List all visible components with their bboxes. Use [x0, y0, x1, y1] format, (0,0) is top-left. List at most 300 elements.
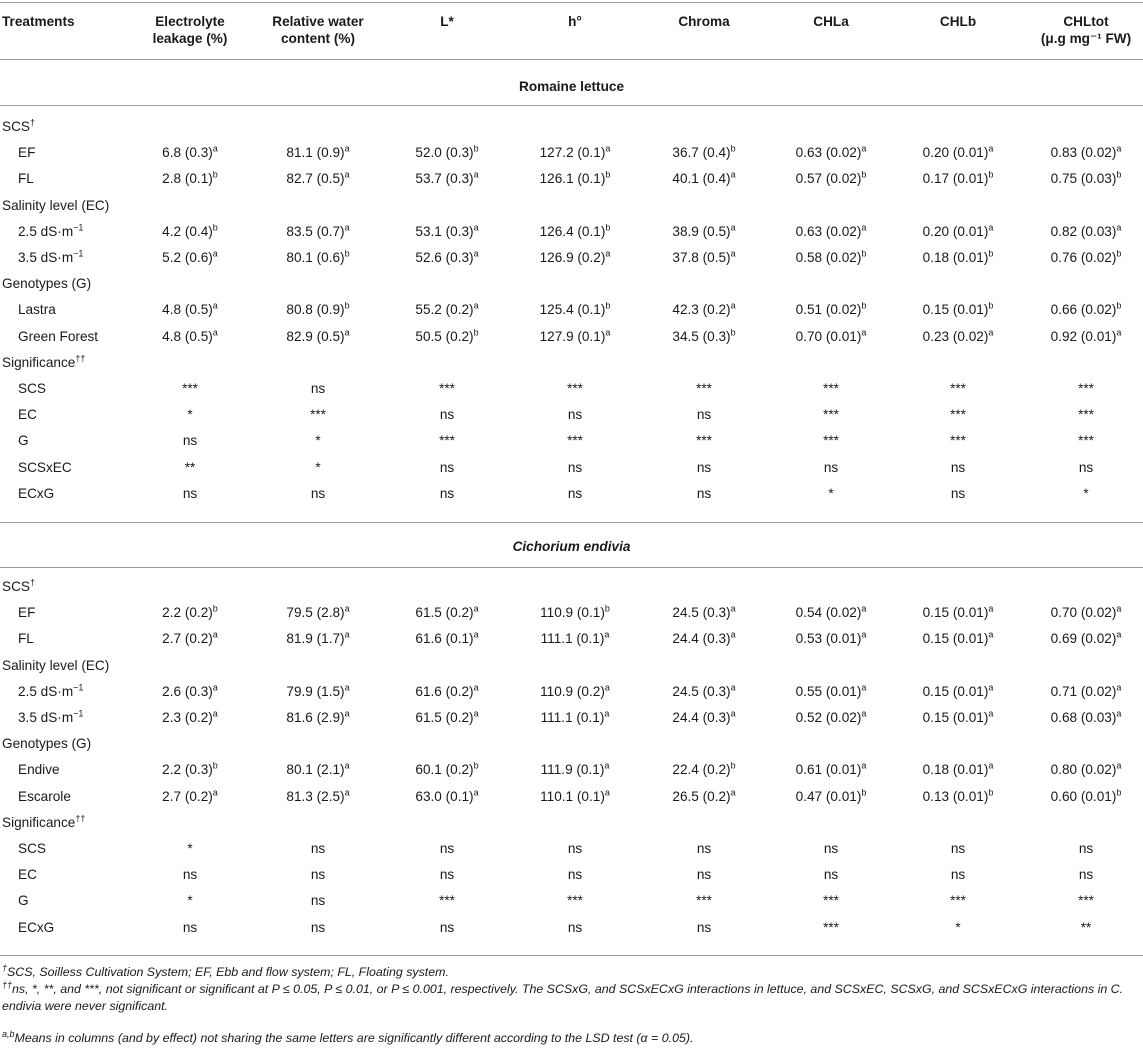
- table-cell: [766, 604, 896, 621]
- significance-letter: a: [730, 300, 736, 311]
- significance-letter: a: [988, 222, 994, 233]
- table-cell: [1021, 866, 1143, 883]
- superscript: †: [29, 577, 35, 588]
- significance-letter: a: [212, 787, 218, 798]
- group-label: Significance††: [2, 353, 86, 370]
- cell-value: ***: [439, 381, 455, 396]
- table-cell: [639, 919, 769, 936]
- superscript: −1: [73, 222, 84, 233]
- table-cell: [893, 223, 1023, 240]
- row-label: 2.5 $dS\cdot m^{-1}$: [18, 222, 84, 239]
- table-cell: [253, 709, 383, 726]
- cell-value: 126.4 (0.1): [539, 224, 606, 239]
- cell-value: ***: [567, 433, 583, 448]
- significance-letter: b: [861, 787, 867, 798]
- cell-value: ***: [182, 381, 198, 396]
- cell-value: ns: [182, 486, 198, 501]
- cell-value: 0.15 (0.01): [922, 710, 989, 725]
- table-cell: [382, 249, 512, 266]
- significance-letter: a: [473, 300, 479, 311]
- significance-letter: a: [344, 603, 350, 614]
- table-cell: [253, 892, 383, 909]
- cell-value: 111.1 (0.1): [540, 631, 605, 646]
- column-header-line: (μ.g mg⁻¹ FW): [1040, 31, 1132, 46]
- cell-value: ns: [182, 433, 198, 448]
- table-cell: [1021, 761, 1143, 778]
- significance-letter: a: [861, 760, 867, 771]
- cell-value: 127.9 (0.1): [539, 329, 606, 344]
- table-cell: [510, 892, 640, 909]
- cell-value: ns: [310, 841, 326, 856]
- cell-value: 110.9 (0.2): [540, 684, 605, 699]
- cell-value: ***: [823, 893, 839, 908]
- cell-value: 55.2 (0.2): [415, 302, 474, 317]
- table-cell: [382, 840, 512, 857]
- table-cell: [639, 892, 769, 909]
- table-cell: [382, 919, 512, 936]
- table-cell: [253, 919, 383, 936]
- cell-value: 0.23 (0.02): [922, 329, 989, 344]
- row-label: ECxG: [18, 920, 55, 935]
- significance-letter: a: [344, 787, 350, 798]
- table-cell: [766, 249, 896, 266]
- cell-value: 53.1 (0.3): [415, 224, 474, 239]
- table-cell: [125, 892, 255, 909]
- significance-letter: a: [344, 143, 350, 154]
- cell-value: ***: [823, 920, 839, 935]
- table-cell: [125, 406, 255, 423]
- cell-value: ns: [439, 920, 455, 935]
- cell-value: 24.5 (0.3): [672, 605, 731, 620]
- table-cell: [125, 788, 255, 805]
- column-header-line: h°: [568, 14, 582, 29]
- cell-value: 26.5 (0.2): [672, 789, 731, 804]
- table-cell: [1021, 919, 1143, 936]
- table-cell: [510, 249, 640, 266]
- cell-value: ns: [567, 920, 583, 935]
- table-cell: [253, 301, 383, 318]
- table-cell: [1021, 892, 1143, 909]
- cell-value: 42.3 (0.2): [672, 302, 731, 317]
- cell-value: ***: [696, 433, 712, 448]
- table-cell: [382, 683, 512, 700]
- column-header-line: leakage (%): [152, 31, 228, 46]
- table-cell: [253, 683, 383, 700]
- cell-value: ns: [696, 460, 712, 475]
- cell-value: 0.60 (0.01): [1050, 789, 1117, 804]
- footnote-text: Means in columns (and by effect) not sharing the same letters are significantly different according to the LSD test (α = 0.05).: [14, 1031, 694, 1045]
- cell-value: 110.9 (0.1): [540, 605, 605, 620]
- row-label: EC: [18, 407, 37, 422]
- cell-value: ***: [950, 893, 966, 908]
- cell-value: *: [187, 407, 193, 422]
- table-cell: [639, 604, 769, 621]
- table-cell: [766, 170, 896, 187]
- table-cell: [125, 380, 255, 397]
- cell-value: ***: [950, 381, 966, 396]
- table-cell: [382, 328, 512, 345]
- cell-value: ns: [182, 920, 198, 935]
- cell-value: 79.5 (2.8): [286, 605, 345, 620]
- table-cell: [125, 432, 255, 449]
- significance-letter: a: [861, 682, 867, 693]
- table-cell: [766, 866, 896, 883]
- section-title: Cichorium endivia: [512, 539, 631, 554]
- column-header-line: Electrolyte: [155, 14, 225, 29]
- column-header: [382, 13, 512, 30]
- column-header: [893, 13, 1023, 30]
- table-cell: [1021, 144, 1143, 161]
- significance-letter: b: [861, 248, 867, 259]
- table-cell: [382, 144, 512, 161]
- cell-value: 0.52 (0.02): [795, 710, 862, 725]
- cell-value: 110.1 (0.1): [540, 789, 605, 804]
- cell-value: 79.9 (1.5): [286, 684, 345, 699]
- table-cell: [639, 223, 769, 240]
- cell-value: ns: [696, 920, 712, 935]
- cell-value: 0.15 (0.01): [922, 302, 989, 317]
- cell-value: 0.68 (0.03): [1050, 710, 1117, 725]
- group-label: Significance††: [2, 813, 86, 830]
- table-cell: [639, 170, 769, 187]
- cell-value: ns: [567, 460, 583, 475]
- column-header: [639, 13, 769, 30]
- table-cell: [639, 459, 769, 476]
- table-cell: [893, 459, 1023, 476]
- table-cell: [766, 761, 896, 778]
- cell-value: 52.6 (0.3): [415, 250, 474, 265]
- significance-letter: b: [861, 169, 867, 180]
- section-title: Romaine lettuce: [519, 79, 624, 94]
- significance-letter: b: [212, 603, 218, 614]
- significance-letter: a: [988, 708, 994, 719]
- cell-value: *: [828, 486, 834, 501]
- significance-letter: b: [212, 760, 218, 771]
- table-cell: [253, 761, 383, 778]
- table-cell: [125, 919, 255, 936]
- table-cell: [125, 485, 255, 502]
- table-cell: [125, 328, 255, 345]
- cell-value: 0.55 (0.01): [795, 684, 862, 699]
- footnote: [2, 981, 1140, 1015]
- cell-value: 22.4 (0.2): [672, 762, 731, 777]
- significance-letter: b: [861, 300, 867, 311]
- cell-value: 80.8 (0.9): [286, 302, 345, 317]
- row-label: SCS: [18, 381, 46, 396]
- cell-value: ***: [567, 381, 583, 396]
- cell-value: 0.51 (0.02): [795, 302, 862, 317]
- cell-value: 2.3 (0.2): [162, 710, 213, 725]
- cell-value: ns: [950, 867, 966, 882]
- table-cell: [893, 840, 1023, 857]
- cell-value: ns: [439, 867, 455, 882]
- cell-value: ns: [567, 867, 583, 882]
- cell-value: 0.53 (0.01): [795, 631, 862, 646]
- table-cell: [893, 380, 1023, 397]
- cell-value: 4.8 (0.5): [162, 302, 213, 317]
- significance-letter: a: [344, 222, 350, 233]
- cell-value: 111.1 (0.1): [540, 710, 605, 725]
- table-cell: [766, 223, 896, 240]
- cell-value: 0.66 (0.02): [1050, 302, 1117, 317]
- row-label: FL: [18, 171, 34, 186]
- table-cell: [639, 761, 769, 778]
- group-label: SCS†: [2, 577, 35, 594]
- significance-letter: a: [605, 248, 611, 259]
- table-cell: [1021, 840, 1143, 857]
- column-header-line: CHLb: [939, 14, 977, 29]
- row-label: G: [18, 893, 29, 908]
- table-cell: [893, 892, 1023, 909]
- row-label: SCS: [18, 841, 46, 856]
- significance-letter: a: [861, 327, 867, 338]
- significance-letter: b: [605, 222, 611, 233]
- table-cell: [510, 406, 640, 423]
- row-label: 3.5 $dS\cdot m^{-1}$: [18, 248, 84, 265]
- significance-letter: a: [730, 708, 736, 719]
- table-cell: [382, 485, 512, 502]
- cell-value: 63.0 (0.1): [415, 789, 474, 804]
- table-cell: [1021, 709, 1143, 726]
- table-cell: [510, 459, 640, 476]
- table-cell: [253, 170, 383, 187]
- table-cell: [1021, 249, 1143, 266]
- table-cell: [766, 788, 896, 805]
- cell-value: 53.7 (0.3): [415, 171, 474, 186]
- cell-value: ns: [696, 486, 712, 501]
- table-cell: [766, 301, 896, 318]
- cell-value: 4.2 (0.4): [162, 224, 213, 239]
- footnote-mark: a,b: [2, 1028, 15, 1039]
- cell-value: 2.6 (0.3): [162, 684, 213, 699]
- significance-letter: a: [1116, 143, 1122, 154]
- significance-letter: b: [988, 787, 994, 798]
- column-header: [125, 13, 255, 47]
- cell-value: 0.57 (0.02): [795, 171, 862, 186]
- cell-value: 0.15 (0.01): [922, 605, 989, 620]
- table-cell: [639, 788, 769, 805]
- table-cell: [510, 630, 640, 647]
- cell-value: ns: [439, 486, 455, 501]
- cell-value: 2.2 (0.2): [162, 605, 213, 620]
- significance-letter: a: [861, 222, 867, 233]
- significance-letter: a: [730, 222, 736, 233]
- table-cell: [1021, 406, 1143, 423]
- significance-letter: a: [604, 708, 610, 719]
- table-cell: [1021, 380, 1143, 397]
- cell-value: ns: [950, 486, 966, 501]
- table-cell: [253, 432, 383, 449]
- table-cell: [382, 892, 512, 909]
- cell-value: ns: [310, 920, 326, 935]
- cell-value: 0.63 (0.02): [795, 145, 862, 160]
- table-cell: [1021, 459, 1143, 476]
- table-cell: [125, 249, 255, 266]
- cell-value: ns: [310, 893, 326, 908]
- table-cell: [1021, 170, 1143, 187]
- cell-value: ***: [439, 433, 455, 448]
- table-cell: [510, 761, 640, 778]
- superscript: −1: [73, 248, 84, 259]
- table-cell: [639, 840, 769, 857]
- cell-value: 34.5 (0.3): [672, 329, 731, 344]
- significance-letter: a: [730, 629, 736, 640]
- cell-value: ***: [1078, 381, 1094, 396]
- cell-value: 81.6 (2.9): [286, 710, 345, 725]
- cell-value: 2.8 (0.1): [162, 171, 213, 186]
- column-header-line: Relative water: [272, 14, 364, 29]
- significance-letter: a: [473, 708, 479, 719]
- table-cell: [510, 328, 640, 345]
- significance-letter: b: [730, 327, 736, 338]
- table-cell: [510, 709, 640, 726]
- table-cell: [893, 485, 1023, 502]
- table-cell: [382, 866, 512, 883]
- footnote: [2, 964, 1140, 981]
- header-rule: [0, 59, 1143, 60]
- table-cell: [510, 223, 640, 240]
- significance-letter: a: [344, 327, 350, 338]
- table-cell: [253, 459, 383, 476]
- significance-letter: b: [988, 248, 994, 259]
- significance-letter: a: [604, 787, 610, 798]
- cell-value: ns: [823, 841, 839, 856]
- cell-value: 111.9 (0.1): [540, 762, 605, 777]
- significance-letter: a: [212, 682, 218, 693]
- significance-letter: b: [473, 327, 479, 338]
- cell-value: *: [955, 920, 961, 935]
- table-cell: [893, 788, 1023, 805]
- group-label: Genotypes (G): [2, 736, 92, 751]
- significance-letter: b: [344, 248, 350, 259]
- superscript: †: [29, 117, 35, 128]
- table-cell: [382, 223, 512, 240]
- column-header: [2, 13, 75, 30]
- table-cell: [639, 709, 769, 726]
- cell-value: 0.13 (0.01): [922, 789, 989, 804]
- table-cell: [766, 380, 896, 397]
- significance-letter: a: [1116, 629, 1122, 640]
- table-cell: [510, 683, 640, 700]
- cell-value: 60.1 (0.2): [415, 762, 474, 777]
- significance-letter: a: [604, 760, 610, 771]
- table-cell: [1021, 604, 1143, 621]
- cell-value: **: [1080, 920, 1092, 935]
- table-cell: [893, 170, 1023, 187]
- column-header-line: Treatments: [2, 14, 75, 29]
- table-cell: [253, 485, 383, 502]
- cell-value: ns: [567, 486, 583, 501]
- cell-value: *: [187, 893, 193, 908]
- table-cell: [382, 788, 512, 805]
- table-cell: [125, 840, 255, 857]
- group-label: Salinity level (EC): [2, 198, 110, 213]
- significance-letter: a: [730, 682, 736, 693]
- table-cell: [382, 709, 512, 726]
- table-cell: [253, 788, 383, 805]
- cell-value: ns: [310, 381, 326, 396]
- table-cell: [1021, 328, 1143, 345]
- table-cell: [253, 630, 383, 647]
- cell-value: 127.2 (0.1): [539, 145, 606, 160]
- cell-value: 0.20 (0.01): [922, 224, 989, 239]
- table-cell: [639, 683, 769, 700]
- table-cell: [893, 301, 1023, 318]
- footnote: [2, 1030, 1140, 1047]
- cell-value: 0.75 (0.03): [1050, 171, 1117, 186]
- table-cell: [893, 406, 1023, 423]
- table-cell: [639, 301, 769, 318]
- significance-letter: a: [344, 682, 350, 693]
- significance-letter: a: [730, 169, 736, 180]
- significance-letter: b: [1116, 787, 1122, 798]
- significance-letter: a: [1116, 603, 1122, 614]
- table-cell: [766, 919, 896, 936]
- table-cell: [125, 604, 255, 621]
- table-bottom-rule: [0, 955, 1143, 956]
- cell-value: 0.54 (0.02): [795, 605, 862, 620]
- cell-value: ns: [182, 867, 198, 882]
- table-cell: [253, 406, 383, 423]
- table-cell: [125, 144, 255, 161]
- table-cell: [125, 301, 255, 318]
- cell-value: 2.7 (0.2): [162, 789, 213, 804]
- significance-letter: a: [861, 603, 867, 614]
- table-cell: [382, 432, 512, 449]
- table-cell: [125, 630, 255, 647]
- cell-value: 5.2 (0.6): [162, 250, 213, 265]
- significance-letter: a: [604, 682, 610, 693]
- significance-letter: a: [604, 629, 610, 640]
- cell-value: ns: [567, 407, 583, 422]
- cell-value: ns: [439, 407, 455, 422]
- column-header-line: content (%): [280, 31, 355, 46]
- significance-letter: a: [344, 629, 350, 640]
- cell-value: 80.1 (0.6): [286, 250, 345, 265]
- significance-letter: b: [473, 760, 479, 771]
- row-label: EC: [18, 867, 37, 882]
- cell-value: 0.70 (0.02): [1050, 605, 1117, 620]
- table-cell: [1021, 432, 1143, 449]
- cell-value: ***: [1078, 433, 1094, 448]
- significance-letter: a: [212, 143, 218, 154]
- table-cell: [510, 604, 640, 621]
- cell-value: 0.69 (0.02): [1050, 631, 1117, 646]
- column-header: [1021, 13, 1143, 47]
- group-label: SCS†: [2, 117, 35, 134]
- section-rule: [0, 105, 1143, 106]
- table-cell: [766, 432, 896, 449]
- cell-value: 40.1 (0.4): [672, 171, 731, 186]
- table-cell: [766, 683, 896, 700]
- column-header: [766, 13, 896, 30]
- row-label: EF: [18, 145, 36, 160]
- superscript: ††: [75, 353, 86, 364]
- table-cell: [125, 223, 255, 240]
- cell-value: 0.80 (0.02): [1050, 762, 1117, 777]
- cell-value: 83.5 (0.7): [286, 224, 345, 239]
- table-cell: [893, 144, 1023, 161]
- column-header: [253, 13, 383, 47]
- significance-letter: a: [212, 629, 218, 640]
- table-cell: [1021, 788, 1143, 805]
- cell-value: 0.47 (0.01): [795, 789, 862, 804]
- cell-value: ns: [696, 407, 712, 422]
- superscript: −1: [73, 682, 84, 693]
- significance-letter: a: [861, 143, 867, 154]
- significance-letter: a: [861, 708, 867, 719]
- cell-value: *: [315, 433, 321, 448]
